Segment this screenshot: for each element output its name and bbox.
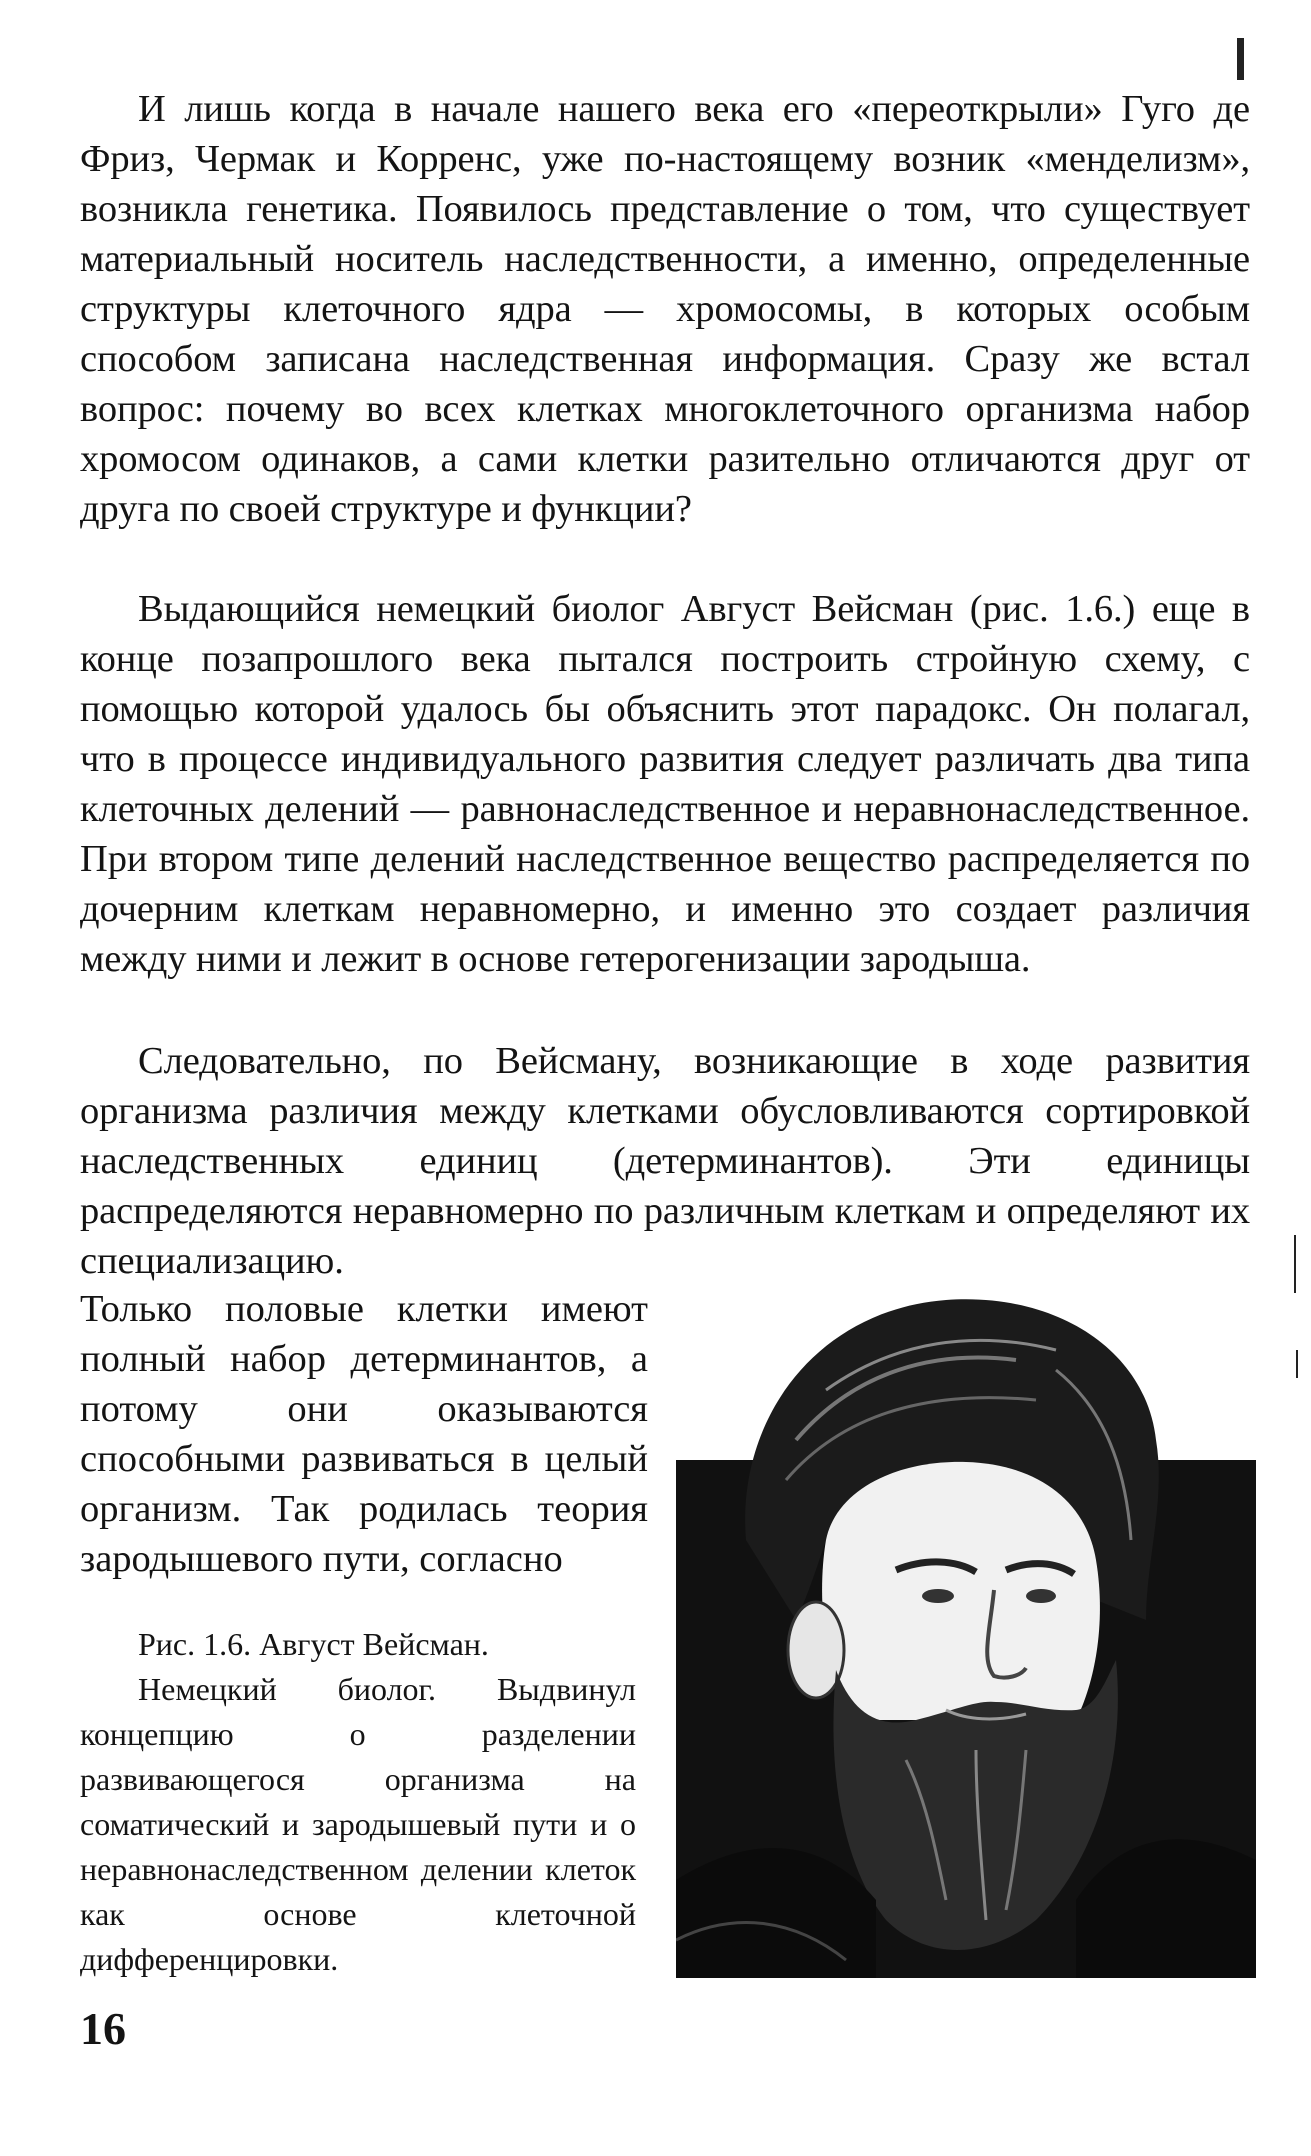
paragraph-3 bbox=[80, 1036, 1250, 1282]
caption-body: Немецкий биолог. Выдвинул концепцию о разделении развивающегося организма на соматический и зародышевый пути и о неравнонаследственном делении клеток как основе клеточной дифференцировки. bbox=[80, 1671, 636, 1977]
figure-caption bbox=[80, 1622, 636, 1982]
paragraph-2: Выдающийся немецкий биолог Август Вейсман (рис. 1.6.) еще в конце позапрошлого века пытался построить стройную схему, с помощью которой удалось бы объяснить этот парадокс. Он полагал, что в процессе индивидуального развития следует различать два типа клеточных делений — равнонаследственное и неравнонаследственное. При втором типе делений наследственное вещество распределяется по дочерним клеткам неравномерно, и именно это создает различия между ними и лежит в основе гетерогенизации зародыша. bbox=[80, 588, 1250, 980]
paragraph-3-text: Следовательно, по Вейсману, возникающие в ходе развития организма различия между клетками обусловливаются сортировкой наследственных единиц (детерминантов). Эти единицы распределяются неравномерно по различным клеткам и определяют их специализацию. bbox=[80, 1040, 1250, 1282]
page-number: 16 bbox=[80, 2003, 126, 2054]
paragraph-1: И лишь когда в начале нашего века его «переоткрыли» Гуго де Фриз, Чермак и Корренс, уже по-настоящему возник «менделизм», возникла генетика. Появилось представление о том, что существует материальный носитель наследственности, а именно, определенные структуры клеточного ядра — хромосомы, в которых особым способом записана наследственная информация. Сразу же встал вопрос: почему во всех клетках многоклеточного организма набор хромосом одинаков, а сами клетки разительно отличаются друг от друга по своей структуре и функции? bbox=[80, 88, 1250, 530]
weismann-portrait bbox=[676, 1240, 1256, 1978]
scan-mark-right-1 bbox=[1294, 1235, 1296, 1293]
paragraph-4: Только половые клетки имеют полный набор детерминантов, а потому они оказываются способными развиваться в целый организм. Так родилась теория зародышевого пути, согласно bbox=[80, 1288, 648, 1580]
scan-mark-right-2 bbox=[1296, 1350, 1298, 1378]
caption-title: Рис. 1.6. Август Вейсман. bbox=[138, 1626, 489, 1662]
scan-mark-top bbox=[1237, 38, 1244, 80]
